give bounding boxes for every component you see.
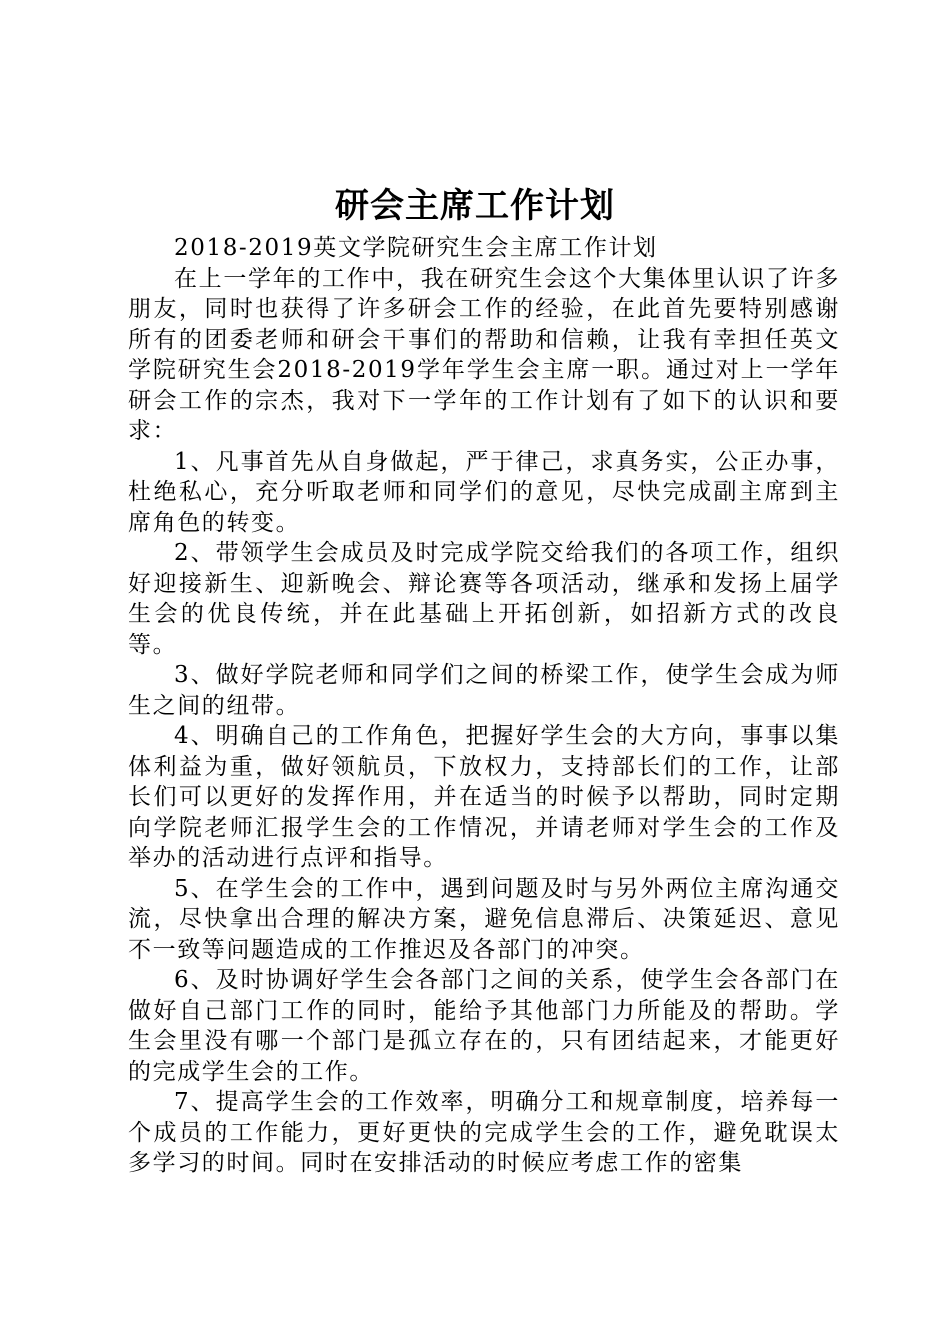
paragraph-item-2: 2、带领学生会成员及时完成学院交给我们的各项工作，组织好迎接新生、迎新晚会、辩论赛等各项活动，继承和发扬上届学生会的优良传统，并在此基础上开拓创新，如招新方式的改良等。: [128, 540, 840, 658]
paragraph-item-3: 3、做好学院老师和同学们之间的桥梁工作，使学生会成为师生之间的纽带。: [128, 662, 840, 719]
document-title: 研会主席工作计划: [335, 186, 615, 226]
paragraph-item-1: 1、凡事首先从自身做起，严于律己，求真务实，公正办事，杜绝私心，充分听取老师和同学们的意见，尽快完成副主席到主席角色的转变。: [128, 448, 840, 536]
paragraph-item-6: 6、及时协调好学生会各部门之间的关系，使学生会各部门在做好自己部门工作的同时，能给予其他部门力所能及的帮助。学生会里没有哪一个部门是孤立存在的，只有团结起来，才能更好的完成学生会的工作。: [128, 967, 840, 1085]
paragraph-item-4: 4、明确自己的工作角色，把握好学生会的大方向，事事以集体利益为重，做好领航员，下放权力，支持部长们的工作，让部长们可以更好的发挥作用，并在适当的时候予以帮助，同时定期向学院老师汇报学生会的工作情况，并请老师对学生会的工作及举办的活动进行点评和指导。: [128, 723, 840, 871]
paragraph-item-7: 7、提高学生会的工作效率，明确分工和规章制度，培养每一个成员的工作能力，更好更快的完成学生会的工作，避免耽误太多学习的时间。同时在安排活动的时候应考虑工作的密集: [128, 1089, 840, 1176]
paragraph-subtitle: 2018-2019英文学院研究生会主席工作计划: [174, 235, 658, 261]
paragraph-intro: 在上一学年的工作中，我在研究生会这个大集体里认识了许多朋友，同时也获得了许多研会工作的经验，在此首先要特别感谢所有的团委老师和研会干事们的帮助和信赖，让我有幸担任英文学院研究生会2018-2019学年学生会主席一职。通过对上一学年研会工作的宗杰，我对下一学年的工作计划有了如下的认识和要求：: [128, 265, 840, 444]
document-body: [128, 233, 840, 1179]
paragraph-item-5: 5、在学生会的工作中，遇到问题及时与另外两位主席沟通交流，尽快拿出合理的解决方案，避免信息滞后、决策延迟、意见不一致等问题造成的工作推迟及各部门的冲突。: [128, 875, 840, 963]
